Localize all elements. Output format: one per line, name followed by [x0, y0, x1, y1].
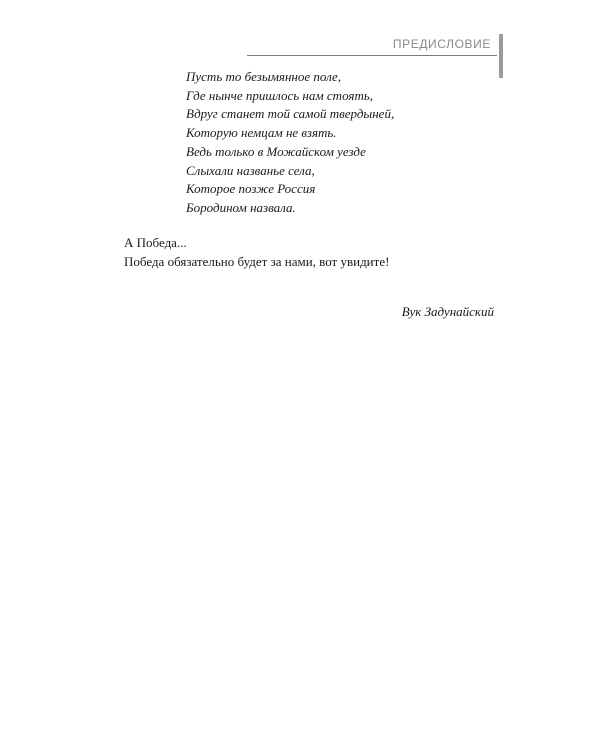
poem-line: Которое позже Россия [186, 181, 316, 197]
author-signature: Вук Задунайский [401, 304, 494, 319]
section-title: ПРЕДИСЛОВИЕ [392, 37, 491, 51]
header-bar [499, 34, 503, 78]
prose-line: А Победа... [124, 235, 187, 250]
poem-line: Слыхали названье села, [186, 162, 315, 178]
poem-line: Где нынче пришлось нам стоять, [186, 87, 373, 103]
poem-line: Бородином назвала. [186, 199, 296, 215]
poem-line: Вдруг станет той самой твердыней, [186, 106, 395, 122]
header-rule [247, 55, 497, 56]
poem-line: Которую немцам не взять. [186, 125, 337, 141]
poem-line: Ведь только в Можайском уезде [186, 143, 366, 159]
poem-line: Пусть то безымянное поле, [186, 69, 342, 84]
poem [186, 68, 394, 218]
prose-paragraph [124, 234, 389, 271]
prose-line: Победа обязательно будет за нами, вот увидите! [124, 253, 390, 269]
